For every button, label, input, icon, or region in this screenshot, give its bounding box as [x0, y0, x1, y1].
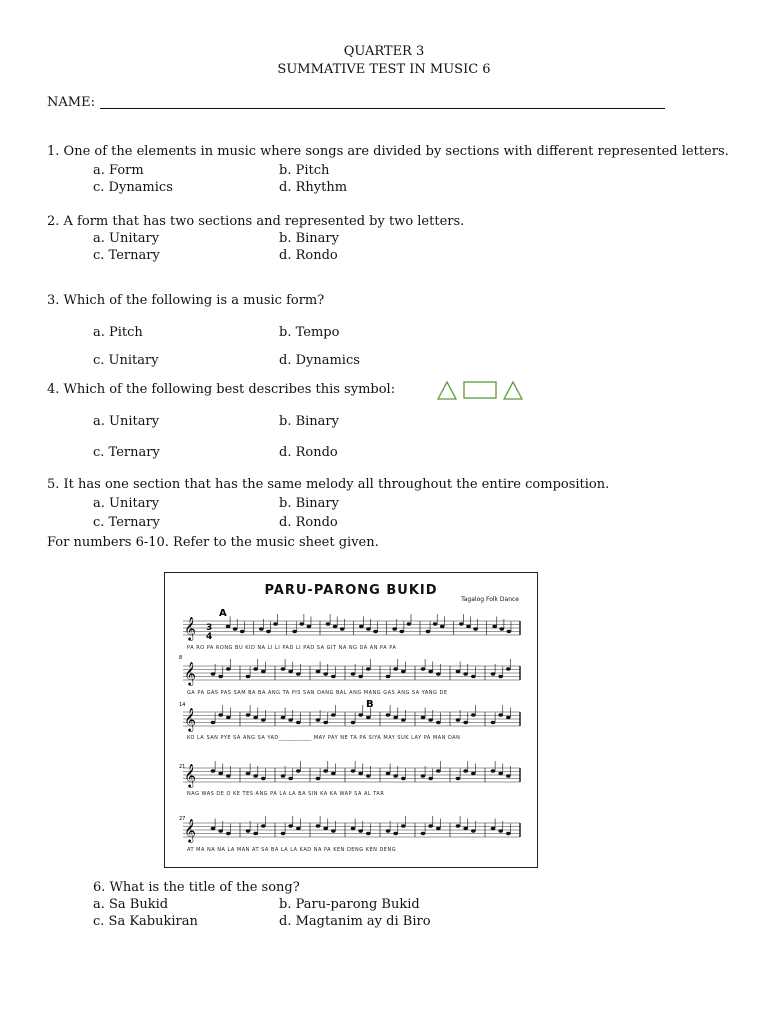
note-head — [281, 774, 286, 777]
note-head — [296, 721, 301, 724]
q3-choice-c[interactable]: c. Unitary — [93, 353, 159, 368]
lyrics-line: AT MA NA NA LA MAN AT SA BA LA LA KAD NA PA KEN DENG KEN DENG — [187, 847, 397, 853]
test-title: SUMMATIVE TEST IN MUSIC 6 — [277, 62, 491, 77]
note-head — [499, 627, 504, 630]
note-head — [407, 622, 412, 625]
note-head — [393, 667, 398, 670]
note-head — [428, 718, 433, 721]
note-head — [466, 625, 471, 628]
section-b-marker: B — [366, 699, 374, 710]
note-head — [393, 774, 398, 777]
note-head — [211, 827, 216, 830]
note-head — [266, 630, 271, 633]
q2-choice-c[interactable]: c. Ternary — [93, 248, 160, 263]
note-head — [471, 713, 476, 716]
measure-number: 27 — [179, 816, 186, 822]
name-label: NAME: — [47, 95, 95, 110]
note-head — [296, 827, 301, 830]
treble-clef-icon: 𝄞 — [184, 763, 196, 787]
note-head — [421, 716, 426, 719]
note-head — [226, 774, 231, 777]
note-head — [261, 718, 266, 721]
note-head — [211, 769, 216, 772]
note-head — [366, 667, 371, 670]
note-head — [288, 777, 293, 780]
note-head — [316, 718, 321, 721]
note-head — [366, 716, 371, 719]
note-head — [428, 670, 433, 673]
note-head — [261, 670, 266, 673]
note-head — [288, 824, 293, 827]
note-head — [273, 622, 278, 625]
note-head — [358, 675, 363, 678]
note-head — [261, 777, 266, 780]
note-head — [421, 667, 426, 670]
note-head — [401, 824, 406, 827]
note-head — [288, 670, 293, 673]
note-head — [440, 625, 445, 628]
q5-choice-c[interactable]: c. Ternary — [93, 515, 160, 530]
note-head — [292, 630, 297, 633]
note-head — [261, 824, 266, 827]
note-head — [323, 827, 328, 830]
question-4: 4. Which of the following best describes this symbol: — [47, 382, 396, 397]
time-signature-bottom: 4 — [206, 632, 213, 642]
note-head — [246, 713, 251, 716]
music-sheet — [164, 572, 538, 868]
note-head — [506, 774, 511, 777]
note-head — [340, 627, 345, 630]
quarter-heading: QUARTER 3 — [343, 44, 425, 59]
note-head — [351, 672, 356, 675]
note-head — [323, 769, 328, 772]
note-head — [463, 672, 468, 675]
q1-choice-d[interactable]: d. Rhythm — [279, 180, 348, 195]
note-head — [240, 630, 245, 633]
note-head — [259, 627, 264, 630]
note-head — [366, 832, 371, 835]
q4-choice-b[interactable]: b. Binary — [279, 414, 339, 429]
lyrics-line: PA RO PA RONG BU KID NA LI LI PAD LI PAD SA GIT NA NG DA AN PA PA — [187, 645, 397, 651]
note-head — [506, 832, 511, 835]
lyrics-line: NAG WAS DE O KE TES ANG PA LA LA BA SIN KA KA WAP SA AL TAR — [187, 791, 385, 797]
note-head — [436, 827, 441, 830]
note-head — [358, 713, 363, 716]
note-head — [218, 772, 223, 775]
note-head — [401, 670, 406, 673]
note-head — [331, 772, 336, 775]
note-head — [246, 675, 251, 678]
note-head — [433, 622, 438, 625]
note-head — [401, 777, 406, 780]
q6-choice-c[interactable]: c. Sa Kabukiran — [93, 914, 198, 929]
question-2: 2. A form that has two sections and represented by two letters. — [47, 214, 465, 229]
question-6: 6. What is the title of the song? — [93, 880, 300, 895]
lyrics-line: KO LA SAN PYE SA ANG SA YAD___________ MAY PAY NE TA PA SIYA MAY SUK LAY PA MAN DAN — [187, 735, 461, 741]
q4-choice-a[interactable]: a. Unitary — [93, 414, 160, 429]
q6-choice-a[interactable]: a. Sa Bukid — [93, 897, 169, 912]
note-head — [392, 627, 397, 630]
note-head — [491, 827, 496, 830]
q4-choice-c[interactable]: c. Ternary — [93, 445, 160, 460]
note-head — [246, 772, 251, 775]
note-head — [459, 622, 464, 625]
note-head — [386, 675, 391, 678]
note-head — [326, 622, 331, 625]
note-head — [316, 670, 321, 673]
note-head — [492, 625, 497, 628]
q3-choice-d[interactable]: d. Dynamics — [279, 353, 360, 368]
note-head — [471, 829, 476, 832]
measure-number: 21 — [179, 764, 186, 770]
measure-number: 14 — [179, 702, 186, 708]
question-1: 1. One of the elements in music where songs are divided by sections with different represented letters. — [47, 144, 729, 159]
note-head — [399, 630, 404, 633]
note-head — [456, 777, 461, 780]
note-head — [471, 675, 476, 678]
note-head — [498, 772, 503, 775]
note-head — [253, 716, 258, 719]
note-head — [473, 627, 478, 630]
note-head — [463, 721, 468, 724]
note-head — [436, 672, 441, 675]
note-head — [386, 829, 391, 832]
note-head — [253, 667, 258, 670]
note-head — [281, 716, 286, 719]
note-head — [323, 672, 328, 675]
note-head — [463, 769, 468, 772]
note-head — [386, 713, 391, 716]
treble-clef-icon: 𝄞 — [184, 661, 196, 685]
treble-clef-icon: 𝄞 — [184, 707, 196, 731]
note-head — [491, 769, 496, 772]
note-head — [498, 829, 503, 832]
note-head — [351, 769, 356, 772]
note-head — [281, 667, 286, 670]
binary-form-symbol-icon — [436, 380, 528, 402]
staff-notation — [165, 573, 537, 867]
note-head — [436, 721, 441, 724]
note-head — [491, 672, 496, 675]
question-5: 5. It has one section that has the same melody all throughout the entire composition. — [47, 477, 610, 492]
note-head — [211, 721, 216, 724]
note-head — [331, 829, 336, 832]
q1-choice-b[interactable]: b. Pitch — [279, 163, 330, 178]
note-head — [296, 672, 301, 675]
note-head — [226, 625, 231, 628]
q1-choice-c[interactable]: c. Dynamics — [93, 180, 173, 195]
treble-clef-icon: 𝄞 — [184, 616, 196, 640]
note-head — [491, 721, 496, 724]
note-head — [281, 832, 286, 835]
note-head — [253, 774, 258, 777]
note-head — [456, 718, 461, 721]
note-head — [426, 630, 431, 633]
note-head — [506, 716, 511, 719]
note-head — [288, 718, 293, 721]
q5-choice-a[interactable]: a. Unitary — [93, 496, 160, 511]
note-head — [366, 627, 371, 630]
note-head — [393, 716, 398, 719]
note-head — [506, 667, 511, 670]
note-head — [226, 667, 231, 670]
section-a-marker: A — [219, 608, 227, 619]
q4-choice-d[interactable]: d. Rondo — [279, 445, 338, 460]
note-head — [471, 772, 476, 775]
note-head — [331, 675, 336, 678]
note-head — [307, 625, 312, 628]
note-head — [456, 670, 461, 673]
note-head — [428, 777, 433, 780]
note-head — [211, 672, 216, 675]
note-head — [421, 774, 426, 777]
q2-choice-d[interactable]: d. Rondo — [279, 248, 338, 263]
note-head — [218, 675, 223, 678]
note-head — [226, 716, 231, 719]
note-head — [463, 827, 468, 830]
note-head — [436, 769, 441, 772]
note-head — [218, 829, 223, 832]
question-3: 3. Which of the following is a music form? — [47, 293, 325, 308]
note-head — [373, 630, 378, 633]
name-field[interactable] — [100, 108, 665, 109]
q2-choice-a[interactable]: a. Unitary — [93, 231, 160, 246]
sheet-title: PARU-PARONG BUKID — [264, 583, 438, 598]
q5-choice-d[interactable]: d. Rondo — [279, 515, 338, 530]
note-head — [299, 622, 304, 625]
note-head — [253, 832, 258, 835]
note-head — [351, 827, 356, 830]
q2-choice-b[interactable]: b. Binary — [279, 231, 339, 246]
note-head — [351, 721, 356, 724]
note-head — [323, 721, 328, 724]
note-head — [218, 713, 223, 716]
note-head — [456, 824, 461, 827]
note-head — [498, 713, 503, 716]
note-head — [358, 829, 363, 832]
note-head — [401, 718, 406, 721]
q3-choice-b[interactable]: b. Tempo — [279, 325, 340, 340]
note-head — [386, 772, 391, 775]
q6-choice-b[interactable]: b. Paru-parong Bukid — [279, 897, 420, 912]
time-signature-top: 3 — [206, 623, 213, 633]
q5-choice-b[interactable]: b. Binary — [279, 496, 339, 511]
q6-choice-d[interactable]: d. Magtanim ay di Biro — [279, 914, 431, 929]
sheet-subtitle: Tagalog Folk Dance — [461, 596, 519, 603]
note-head — [366, 774, 371, 777]
lyrics-line: GA PA GAS PAS SAM BA BA ANG TA PIS SAN DANG BAL ANG MANG GAS ANG SA YANG DE — [187, 690, 448, 696]
q3-choice-a[interactable]: a. Pitch — [93, 325, 143, 340]
note-head — [246, 829, 251, 832]
note-head — [358, 772, 363, 775]
note-head — [296, 769, 301, 772]
note-head — [507, 630, 512, 633]
measure-number: 8 — [179, 655, 183, 661]
note-head — [393, 832, 398, 835]
instruction-text: For numbers 6-10. Refer to the music sheet given. — [47, 535, 379, 550]
note-head — [316, 824, 321, 827]
q1-choice-a[interactable]: a. Form — [93, 163, 144, 178]
note-head — [333, 625, 338, 628]
note-head — [428, 824, 433, 827]
treble-clef-icon: 𝄞 — [184, 818, 196, 842]
note-head — [359, 625, 364, 628]
note-head — [331, 713, 336, 716]
note-head — [226, 832, 231, 835]
note-head — [316, 777, 321, 780]
note-head — [498, 675, 503, 678]
note-head — [421, 832, 426, 835]
note-head — [233, 627, 238, 630]
